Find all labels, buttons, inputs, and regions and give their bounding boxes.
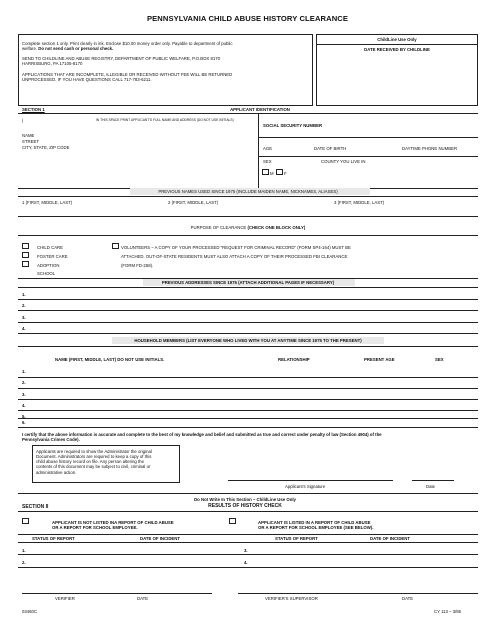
sex-f-label: F: [284, 171, 287, 176]
section2-heading: RESULTS OF HISTORY CHECK: [208, 503, 282, 509]
dob-label[interactable]: DATE OF BIRTH: [314, 146, 347, 151]
instruction-line: Complete section 1 only. Print clearly in ink. Enclose $10.00 money order only. Payable to department of public: [22, 41, 233, 46]
household-heading: HOUSEHOLD MEMBERS (LIST EVERYONE WHO LIVED WITH YOU AT ANYTIME SINCE 1975 TO THE PRESENT): [134, 338, 362, 343]
form-title: PENNSYLVANIA CHILD ABUSE HISTORY CLEARANCE: [146, 14, 349, 23]
adoption-checkbox[interactable]: [22, 261, 29, 267]
not-listed-text: APPLICANT IS NOT LISTED INA REPORT OF CHILD ABUSE OR A REPORT FOR SCHOOL EMPLOYEE.: [52, 520, 174, 531]
instructions: [22, 41, 312, 82]
supervisor-line[interactable]: [238, 593, 478, 594]
previous-name-1[interactable]: 1 (FIRST, MIDDLE, LAST): [22, 200, 73, 205]
status-col-right: STATUS OF REPORT: [275, 536, 318, 541]
ssn-label[interactable]: SOCIAL SECURITY NUMBER: [263, 123, 323, 128]
not-listed-checkbox[interactable]: [22, 518, 29, 524]
result-row[interactable]: 4.: [244, 560, 248, 565]
household-row[interactable]: 3.: [22, 392, 26, 397]
street-label[interactable]: STREET: [22, 139, 39, 144]
name-label[interactable]: NAME: [22, 133, 35, 138]
household-row[interactable]: 6.: [22, 420, 26, 425]
status-col-left: STATUS OF REPORT: [32, 536, 75, 541]
school-label: SCHOOL: [37, 271, 56, 276]
child-care-checkbox[interactable]: [22, 243, 29, 249]
instruction-line: welfare. Do not send cash or personal check.: [22, 46, 114, 52]
section1-label: SECTION 1: [22, 107, 45, 112]
child-care-label: CHILD CARE: [37, 245, 64, 250]
address-row[interactable]: 3.: [22, 315, 26, 320]
print-note: IN THIS SPACE PRINT APPLICANT'S FULL NAME AND ADDRESS (DO NOT USE INITIALS): [96, 118, 234, 122]
addresses-heading: PREVIOUS ADDRESSES SINCE 1975 (ATTACH ADDITIONAL PAGES IF NECESSARY): [161, 280, 335, 285]
signature-line[interactable]: [228, 480, 393, 481]
do-not-write-note: Do Not Write In This Section – ChildLine Use Only: [194, 497, 296, 502]
instruction-line: HARRISBURG, PA 17105-8170: [22, 61, 83, 67]
verifier-date-label: DATE: [137, 596, 149, 601]
incident-col-left: DATE OF INCIDENT: [140, 536, 181, 541]
previous-names-heading: PREVIOUS NAMES USED SINCE 1975 (INCLUDE MAIDEN NAME, NICKNAMES, ALIASES): [158, 189, 338, 194]
instruction-line: UNPROCESSED. IF YOU HAVE QUESTIONS CALL 717-783-6211.: [22, 76, 152, 82]
result-row[interactable]: 1.: [22, 548, 26, 553]
household-row[interactable]: 1.: [22, 369, 26, 374]
signature-date-label: Date: [426, 484, 436, 489]
volunteer-text: VOLUNTEERS – A COPY OF YOUR PROCESSED "REQUEST FOR CRIMINAL RECORD" (FORM SP4-164) MUST BE ATTACHED. OUT-OF-STATE RESIDENTS MUST ALSO ATTACH A COPY OF THEIR PROCESSED FBI CLEARANCE (FORM FD-258).: [121, 245, 351, 269]
volunteer-checkbox[interactable]: [112, 243, 119, 249]
city-label[interactable]: CITY, STATE, ZIP CODE: [22, 145, 70, 150]
age-label[interactable]: AGE: [263, 146, 273, 151]
sex-m-label: M: [270, 171, 274, 176]
tick-mark: |: [22, 118, 24, 123]
signature-date-line[interactable]: [412, 480, 454, 481]
purpose-heading: PURPOSE OF CLEARANCE (CHECK ONE BLOCK ONLY): [190, 225, 306, 230]
household-col-age: PRESENT AGE: [364, 357, 395, 362]
address-row[interactable]: 4.: [22, 326, 26, 331]
sex-f-checkbox[interactable]: [276, 169, 283, 175]
previous-name-2[interactable]: 2 (FIRST, MIDDLE, LAST): [168, 200, 219, 205]
date-received-label: DATE RECEIVED BY CHILDLINE: [364, 47, 430, 52]
listed-text: APPLICANT IS LISTED IN A REPORT OF CHILD ABUSE OR A REPORT FOR SCHOOL EMPLOYEE (SEE BELOW).: [258, 520, 374, 531]
supervisor-label: VERIFIER'S SUPERVISOR: [265, 596, 318, 601]
verifier-line[interactable]: [22, 593, 212, 594]
instruction-line: SEND TO CHILDLINE AND ABUSE REGISTRY, DEPARTMENT OF PUBLIC WELFARE, P.O.BOX 8170: [22, 56, 221, 62]
previous-name-3[interactable]: 3 (FIRST, MIDDLE, LAST): [334, 200, 385, 205]
household-row[interactable]: 4.: [22, 403, 26, 408]
adoption-label: ADOPTION: [37, 263, 60, 268]
result-row[interactable]: 2.: [22, 560, 26, 565]
certify-statement: I certify that the above information is accurate and complete to the best of my knowledge and belief and submitted as true and correct under penalty of law (Section 4904) of the Pennsylvania Crimes Code).: [22, 432, 382, 443]
county-label[interactable]: COUNTY YOU LIVE IN: [321, 159, 366, 164]
sex-label: SEX: [263, 159, 272, 164]
verifier-label: VERIFIER: [55, 596, 75, 601]
address-row[interactable]: 1.: [22, 292, 26, 297]
result-row[interactable]: 3.: [244, 548, 248, 553]
notice-text: Applicants are required to show the Administrator the original Document. Administrators are required to keep a copy of this child abuse history record on file. Any person altering the contents of this document may be subject to civil, criminal or administrative action.: [36, 449, 152, 475]
foster-care-checkbox[interactable]: [22, 252, 29, 258]
sex-m-checkbox[interactable]: [262, 169, 269, 175]
phone-label[interactable]: DAYTIME PHONE NUMBER: [402, 146, 458, 151]
household-row[interactable]: 2.: [22, 380, 26, 385]
form-number: 03460C: [22, 609, 38, 614]
household-col-sex: SEX: [435, 357, 444, 362]
foster-care-label: FOSTER CARE: [37, 254, 68, 259]
section2-label: SECTION II: [22, 504, 49, 510]
childline-header: ChildLine Use Only: [377, 37, 417, 42]
section1-heading: APPLICANT IDENTIFICATION: [230, 107, 290, 112]
supervisor-date-label: DATE: [402, 596, 414, 601]
household-col-name: NAME (FIRST, MIDDLE, LAST) DO NOT USE INITIALS.: [55, 357, 165, 362]
address-row[interactable]: 2.: [22, 303, 26, 308]
household-row[interactable]: 5.: [22, 414, 26, 419]
form-revision: CY 113 – 3/85: [434, 609, 462, 614]
incident-col-right: DATE OF INCIDENT: [370, 536, 411, 541]
signature-label: Applicant's Signature: [285, 484, 326, 489]
instruction-line: APPLICATIONS THAT ARE INCOMPLETE, ILLEGIBLE OR RECEIVED WITHOUT FEE WILL BE RETURNED: [22, 71, 233, 77]
listed-checkbox[interactable]: [229, 518, 236, 524]
household-col-relationship: RELATIONSHIP: [278, 357, 310, 362]
